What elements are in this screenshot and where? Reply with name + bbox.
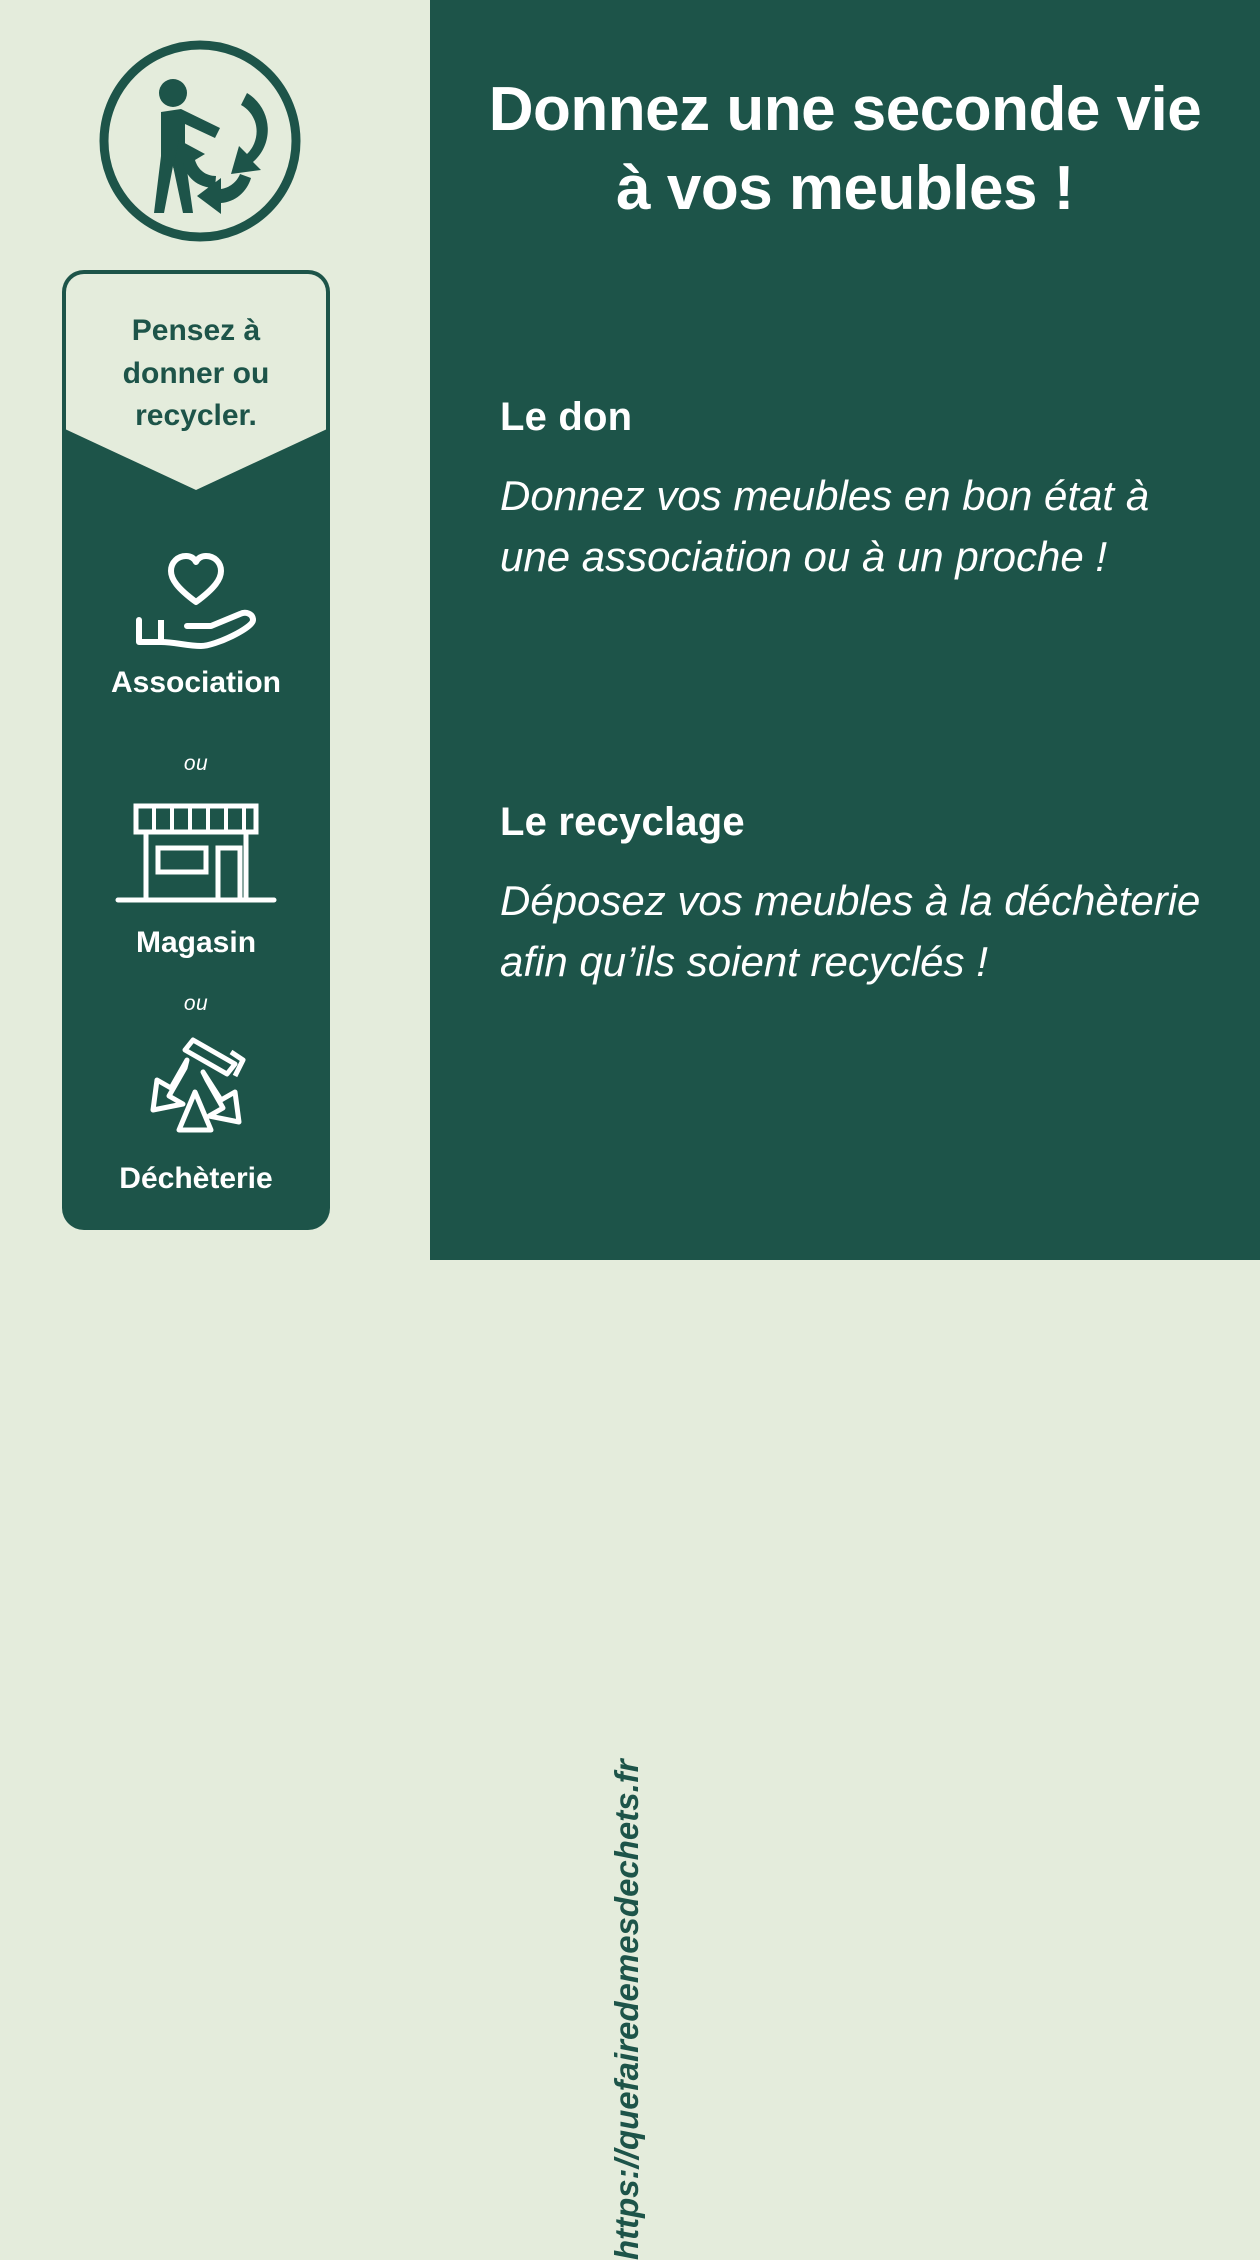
option-magasin: [62, 800, 330, 960]
section-body-don: Donnez vos meubles en bon état à une association ou à un proche !: [500, 472, 1150, 580]
advice-banner-text: [66, 310, 326, 438]
hand-heart-icon: [131, 548, 261, 652]
section-le-recyclage: [500, 800, 1210, 993]
option-association: [62, 548, 330, 700]
right-content-panel: [430, 0, 1260, 1260]
recycling-centre-icon: [131, 1030, 261, 1148]
option-label-magasin: Magasin: [135, 926, 257, 959]
section-le-don: [500, 395, 1210, 588]
advice-line-2: donner ou: [122, 356, 270, 390]
headline-line-1: Donnez une seconde vie: [488, 75, 1202, 144]
advice-banner: [66, 274, 326, 490]
option-label-decheterie: Déchèterie: [119, 1162, 273, 1195]
headline-line-2: à vos meubles !: [616, 154, 1074, 224]
option-label-association: Association: [110, 666, 282, 699]
person-recycling-furniture-icon: [97, 38, 303, 244]
section-title-recyclage: Le recyclage: [500, 800, 745, 844]
section-body-recyclage: Déposez vos meubles à la déchèterie afin qu’ils soient recyclés !: [500, 877, 1201, 985]
advice-line-1: Pensez à: [131, 314, 261, 347]
page-title: [450, 70, 1240, 229]
website-url[interactable]: https://quefairedemesdechets.fr: [608, 1759, 645, 2260]
separator-ou-1: ou: [183, 752, 209, 775]
advice-line-3: recycler.: [135, 399, 257, 433]
separator-ou-2: ou: [183, 992, 209, 1015]
section-title-don: Le don: [500, 395, 633, 439]
shop-storefront-icon: [106, 800, 286, 912]
option-decheterie: [62, 1030, 330, 1196]
